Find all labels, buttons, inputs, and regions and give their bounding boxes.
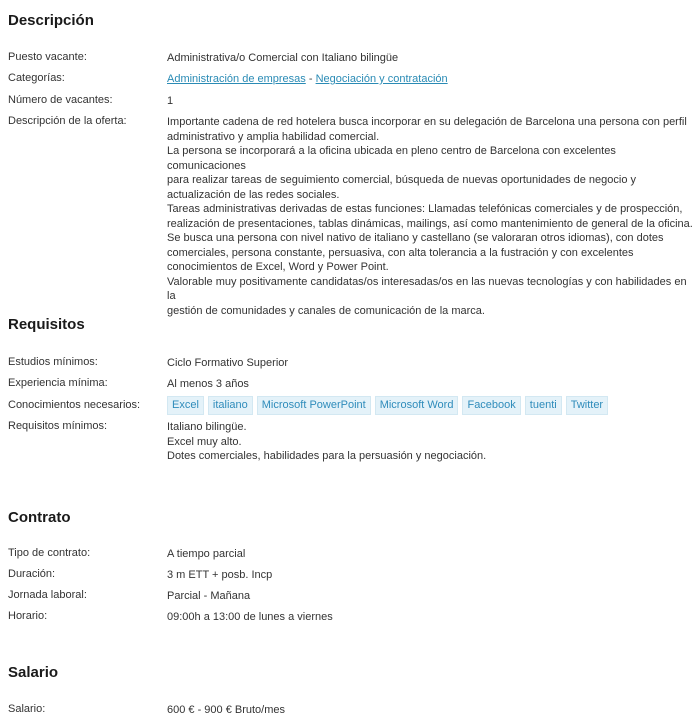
oferta-line: Se busca una persona con nivel nativo de italiano y castellano (se valoraran otros idiomas), con dotes (167, 232, 664, 244)
label-categorias: Categorías: (8, 72, 65, 84)
skill-tag-facebook[interactable]: Facebook (462, 396, 520, 415)
value-salario: 600 € - 900 € Bruto/mes (167, 704, 286, 716)
oferta-line: Importante cadena de red hotelera busca incorporar en su delegación de Barcelona una persona con perfil (167, 116, 687, 128)
label-estudios: Estudios mínimos: (8, 356, 98, 368)
section-title-salario: Salario (8, 664, 59, 681)
category-link-negociacion[interactable]: Negociación y contratación (315, 73, 448, 85)
minimos-line: Dotes comerciales, habilidades para la persuasión y negociación. (167, 450, 487, 462)
value-duracion: 3 m ETT + posb. Incp (167, 569, 273, 581)
label-horario: Horario: (8, 610, 48, 622)
value-estudios: Ciclo Formativo Superior (167, 357, 289, 369)
value-minimos (167, 420, 697, 464)
value-oferta (167, 115, 697, 318)
oferta-line: La persona se incorporará a la oficina ubicada en pleno centro de Barcelona con excelentes comunicaciones (167, 145, 616, 172)
oferta-line: Valorable muy positivamente candidatas/os interesadas/os en las nuevas tecnologías y con habilidades en la (167, 275, 687, 302)
label-experiencia: Experiencia mínima: (8, 377, 108, 389)
skill-tag-twitter[interactable]: Twitter (566, 396, 608, 415)
skill-tag-tuenti[interactable]: tuenti (525, 396, 562, 415)
oferta-line: Tareas administrativas derivadas de estas funciones: Llamadas telefónicas comerciales y de prospección, (167, 203, 683, 215)
label-jornada: Jornada laboral: (8, 589, 87, 601)
oferta-line: actualización de las redes sociales. (167, 188, 340, 201)
minimos-line: Italiano bilingüe. (167, 421, 247, 433)
label-minimos: Requisitos mínimos: (8, 420, 108, 432)
section-title-descripcion: Descripción (8, 12, 94, 29)
oferta-line: realización de presentaciones, tablas dinámicas, mailings, así como mantenimiento de general de la oficina. (167, 217, 693, 230)
skill-tag-powerpoint[interactable]: Microsoft PowerPoint (257, 396, 371, 415)
section-title-requisitos: Requisitos (8, 316, 85, 333)
label-salario: Salario: (8, 703, 46, 715)
label-conocimientos: Conocimientos necesarios: (8, 399, 141, 411)
value-tipo: A tiempo parcial (167, 548, 246, 560)
skill-tag-word[interactable]: Microsoft Word (375, 396, 459, 415)
value-vacantes: 1 (167, 95, 174, 107)
label-vacantes: Número de vacantes: (8, 94, 113, 106)
category-link-administracion[interactable]: Administración de empresas (167, 73, 306, 85)
value-categorias (167, 72, 697, 87)
label-oferta: Descripción de la oferta: (8, 115, 127, 127)
category-separator: - (305, 73, 316, 85)
skill-tag-italiano[interactable]: italiano (208, 396, 253, 415)
label-duracion: Duración: (8, 568, 56, 580)
value-jornada: Parcial - Mañana (167, 590, 251, 602)
minimos-line: Excel muy alto. (167, 435, 242, 448)
oferta-line: comerciales, persona constante, persuasiva, con alta tolerancia a la fustración y con excelentes (167, 246, 634, 259)
label-tipo: Tipo de contrato: (8, 547, 91, 559)
section-title-contrato: Contrato (8, 509, 71, 526)
skill-tag-excel[interactable]: Excel (167, 396, 204, 415)
value-puesto: Administrativa/o Comercial con Italiano bilingüe (167, 52, 399, 64)
value-experiencia: Al menos 3 años (167, 378, 249, 390)
skill-tags (167, 396, 608, 415)
oferta-line: conocimientos de Excel, Word y Power Point. (167, 261, 389, 273)
oferta-line: gestión de comunidades y canales de comunicación de la marca. (167, 304, 485, 317)
value-horario: 09:00h a 13:00 de lunes a viernes (167, 611, 333, 623)
oferta-line: para realizar tareas de seguimiento comercial, búsqueda de nuevas oportunidades de negocio y (167, 174, 637, 186)
label-puesto: Puesto vacante: (8, 51, 87, 63)
oferta-line: administrativo y amplia habilidad comercial. (167, 130, 380, 143)
